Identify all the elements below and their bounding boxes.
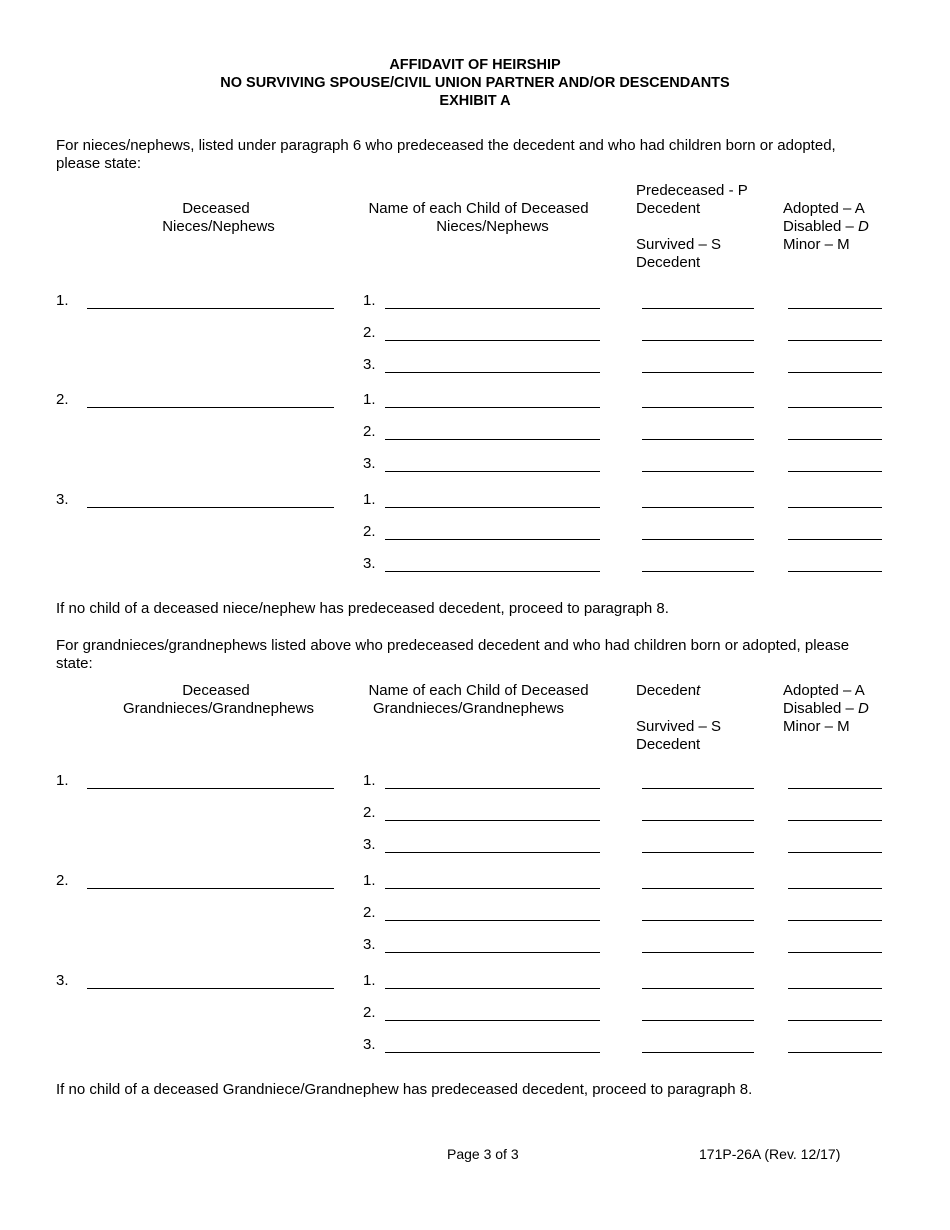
s1-status-field[interactable] xyxy=(642,571,754,572)
s2-col4-disabled-code: D xyxy=(858,700,869,717)
s2-child-name-field[interactable] xyxy=(385,852,600,853)
s1-adopted-disabled-minor-field[interactable] xyxy=(788,340,882,341)
s2-child-name-field[interactable] xyxy=(385,888,600,889)
s1-child-name-field[interactable] xyxy=(385,372,600,373)
s2-adopted-disabled-minor-field[interactable] xyxy=(788,1020,882,1021)
s2-col1-header-line2: Grandnieces/Grandnephews xyxy=(123,700,314,717)
s2-adopted-disabled-minor-field[interactable] xyxy=(788,852,882,853)
s2-child-number: 3. xyxy=(363,1036,376,1053)
s2-parent-name-field[interactable] xyxy=(87,788,334,789)
s1-status-field[interactable] xyxy=(642,308,754,309)
s2-adopted-disabled-minor-field[interactable] xyxy=(788,888,882,889)
s1-parent-number: 2. xyxy=(56,391,69,408)
s1-col4-header-line2 xyxy=(783,218,869,236)
s1-parent-name-field[interactable] xyxy=(87,507,334,508)
page-number: Page 3 of 3 xyxy=(447,1146,519,1162)
s1-col1-header-line1: Deceased xyxy=(182,200,250,217)
s2-child-number: 3. xyxy=(363,836,376,853)
s2-col3-decedent-italic: t xyxy=(696,682,701,699)
s2-col4-header-line2 xyxy=(783,700,869,718)
s2-status-field[interactable] xyxy=(642,852,754,853)
form-title: AFFIDAVIT OF HEIRSHIP xyxy=(389,57,561,73)
s1-status-field[interactable] xyxy=(642,372,754,373)
s2-child-name-field[interactable] xyxy=(385,788,600,789)
s2-col4-header-line1: Adopted – A xyxy=(783,682,865,699)
s1-child-name-field[interactable] xyxy=(385,439,600,440)
form-subtitle: NO SURVIVING SPOUSE/CIVIL UNION PARTNER AND/OR DESCENDANTS xyxy=(220,75,730,91)
s2-status-field[interactable] xyxy=(642,820,754,821)
s2-adopted-disabled-minor-field[interactable] xyxy=(788,920,882,921)
s1-status-field[interactable] xyxy=(642,471,754,472)
s2-child-number: 2. xyxy=(363,804,376,821)
s2-col2-header-line2: Grandnieces/Grandnephews xyxy=(373,700,564,717)
s2-status-field[interactable] xyxy=(642,888,754,889)
s1-col2-header-line1: Name of each Child of Deceased xyxy=(368,200,589,217)
s2-child-number: 2. xyxy=(363,904,376,921)
s1-child-number: 3. xyxy=(363,455,376,472)
s1-child-name-field[interactable] xyxy=(385,539,600,540)
s1-adopted-disabled-minor-field[interactable] xyxy=(788,439,882,440)
s1-parent-name-field[interactable] xyxy=(87,308,334,309)
s1-col4-header-line3: Minor – M xyxy=(783,236,850,253)
s2-child-name-field[interactable] xyxy=(385,920,600,921)
s1-child-name-field[interactable] xyxy=(385,507,600,508)
s2-child-number: 1. xyxy=(363,772,376,789)
s2-parent-number: 2. xyxy=(56,872,69,889)
s1-child-name-field[interactable] xyxy=(385,407,600,408)
s2-child-number: 1. xyxy=(363,972,376,989)
s2-parent-name-field[interactable] xyxy=(87,888,334,889)
s2-status-field[interactable] xyxy=(642,920,754,921)
s2-status-field[interactable] xyxy=(642,1020,754,1021)
s2-adopted-disabled-minor-field[interactable] xyxy=(788,788,882,789)
s1-child-number: 1. xyxy=(363,391,376,408)
section2-intro-line1: For grandnieces/grandnephews listed above who predeceased decedent and who had children born or adopted, please xyxy=(56,637,850,654)
s1-child-number: 3. xyxy=(363,356,376,373)
s2-adopted-disabled-minor-field[interactable] xyxy=(788,988,882,989)
s1-adopted-disabled-minor-field[interactable] xyxy=(788,308,882,309)
s2-child-number: 2. xyxy=(363,1004,376,1021)
s1-status-field[interactable] xyxy=(642,439,754,440)
s1-parent-number: 3. xyxy=(56,491,69,508)
s1-child-number: 3. xyxy=(363,555,376,572)
s1-col3-header-line2: Decedent xyxy=(636,200,701,217)
s2-status-field[interactable] xyxy=(642,988,754,989)
s1-col1-header-line2: Nieces/Nephews xyxy=(162,218,275,235)
section2-footnote: If no child of a deceased Grandniece/Grandnephew has predeceased decedent, proceed to paragraph 8. xyxy=(56,1081,753,1098)
s2-child-name-field[interactable] xyxy=(385,1020,600,1021)
s1-adopted-disabled-minor-field[interactable] xyxy=(788,539,882,540)
section1-intro-line2: please state: xyxy=(56,155,142,172)
s1-adopted-disabled-minor-field[interactable] xyxy=(788,471,882,472)
s1-child-number: 1. xyxy=(363,292,376,309)
s1-status-field[interactable] xyxy=(642,539,754,540)
s2-parent-name-field[interactable] xyxy=(87,988,334,989)
s1-col4-disabled-code: D xyxy=(858,218,869,235)
s1-parent-name-field[interactable] xyxy=(87,407,334,408)
s2-child-number: 3. xyxy=(363,936,376,953)
exhibit-label: EXHIBIT A xyxy=(439,93,511,109)
s2-parent-number: 1. xyxy=(56,772,69,789)
section2-intro-line2: state: xyxy=(56,655,93,672)
s1-child-name-field[interactable] xyxy=(385,308,600,309)
s1-status-field[interactable] xyxy=(642,407,754,408)
s1-child-name-field[interactable] xyxy=(385,471,600,472)
s2-col4-disabled-text: Disabled – xyxy=(783,700,859,717)
s1-status-field[interactable] xyxy=(642,507,754,508)
s1-adopted-disabled-minor-field[interactable] xyxy=(788,507,882,508)
s2-child-name-field[interactable] xyxy=(385,988,600,989)
s1-parent-number: 1. xyxy=(56,292,69,309)
s2-adopted-disabled-minor-field[interactable] xyxy=(788,820,882,821)
s2-adopted-disabled-minor-field[interactable] xyxy=(788,1052,882,1053)
s2-col3-header-line1 xyxy=(636,682,700,700)
s2-parent-number: 3. xyxy=(56,972,69,989)
s2-col3-decedent-text: Deceden xyxy=(636,682,697,699)
s1-child-name-field[interactable] xyxy=(385,571,600,572)
s1-col3-header-line3: Survived – S xyxy=(636,236,722,253)
form-id: 171P-26A (Rev. 12/17) xyxy=(699,1146,841,1162)
section1-intro-line1: For nieces/nephews, listed under paragraph 6 who predeceased the decedent and who had children born or adopted, xyxy=(56,137,836,154)
s2-child-name-field[interactable] xyxy=(385,952,600,953)
s2-child-number: 1. xyxy=(363,872,376,889)
s1-child-number: 2. xyxy=(363,523,376,540)
s2-child-name-field[interactable] xyxy=(385,820,600,821)
s2-col1-header-line1: Deceased xyxy=(182,682,250,699)
s1-adopted-disabled-minor-field[interactable] xyxy=(788,407,882,408)
s2-adopted-disabled-minor-field[interactable] xyxy=(788,952,882,953)
s1-col4-header-line1: Adopted – A xyxy=(783,200,865,217)
s1-child-number: 2. xyxy=(363,324,376,341)
s1-adopted-disabled-minor-field[interactable] xyxy=(788,372,882,373)
s1-status-field[interactable] xyxy=(642,340,754,341)
s1-adopted-disabled-minor-field[interactable] xyxy=(788,571,882,572)
s1-col3-header-line1: Predeceased - P xyxy=(636,182,748,199)
s1-child-number: 2. xyxy=(363,423,376,440)
s2-status-field[interactable] xyxy=(642,952,754,953)
s2-col4-header-line3: Minor – M xyxy=(783,718,850,735)
s1-col3-header-line4: Decedent xyxy=(636,254,701,271)
s2-col2-header-line1: Name of each Child of Deceased xyxy=(368,682,589,699)
s2-status-field[interactable] xyxy=(642,788,754,789)
s2-status-field[interactable] xyxy=(642,1052,754,1053)
s2-col3-header-line3: Survived – S xyxy=(636,718,722,735)
s1-col2-header-line2: Nieces/Nephews xyxy=(436,218,549,235)
s2-child-name-field[interactable] xyxy=(385,1052,600,1053)
s2-col3-header-line4: Decedent xyxy=(636,736,701,753)
s1-col4-disabled-text: Disabled – xyxy=(783,218,859,235)
section1-footnote: If no child of a deceased niece/nephew has predeceased decedent, proceed to paragraph 8. xyxy=(56,600,669,617)
s1-child-number: 1. xyxy=(363,491,376,508)
s1-child-name-field[interactable] xyxy=(385,340,600,341)
